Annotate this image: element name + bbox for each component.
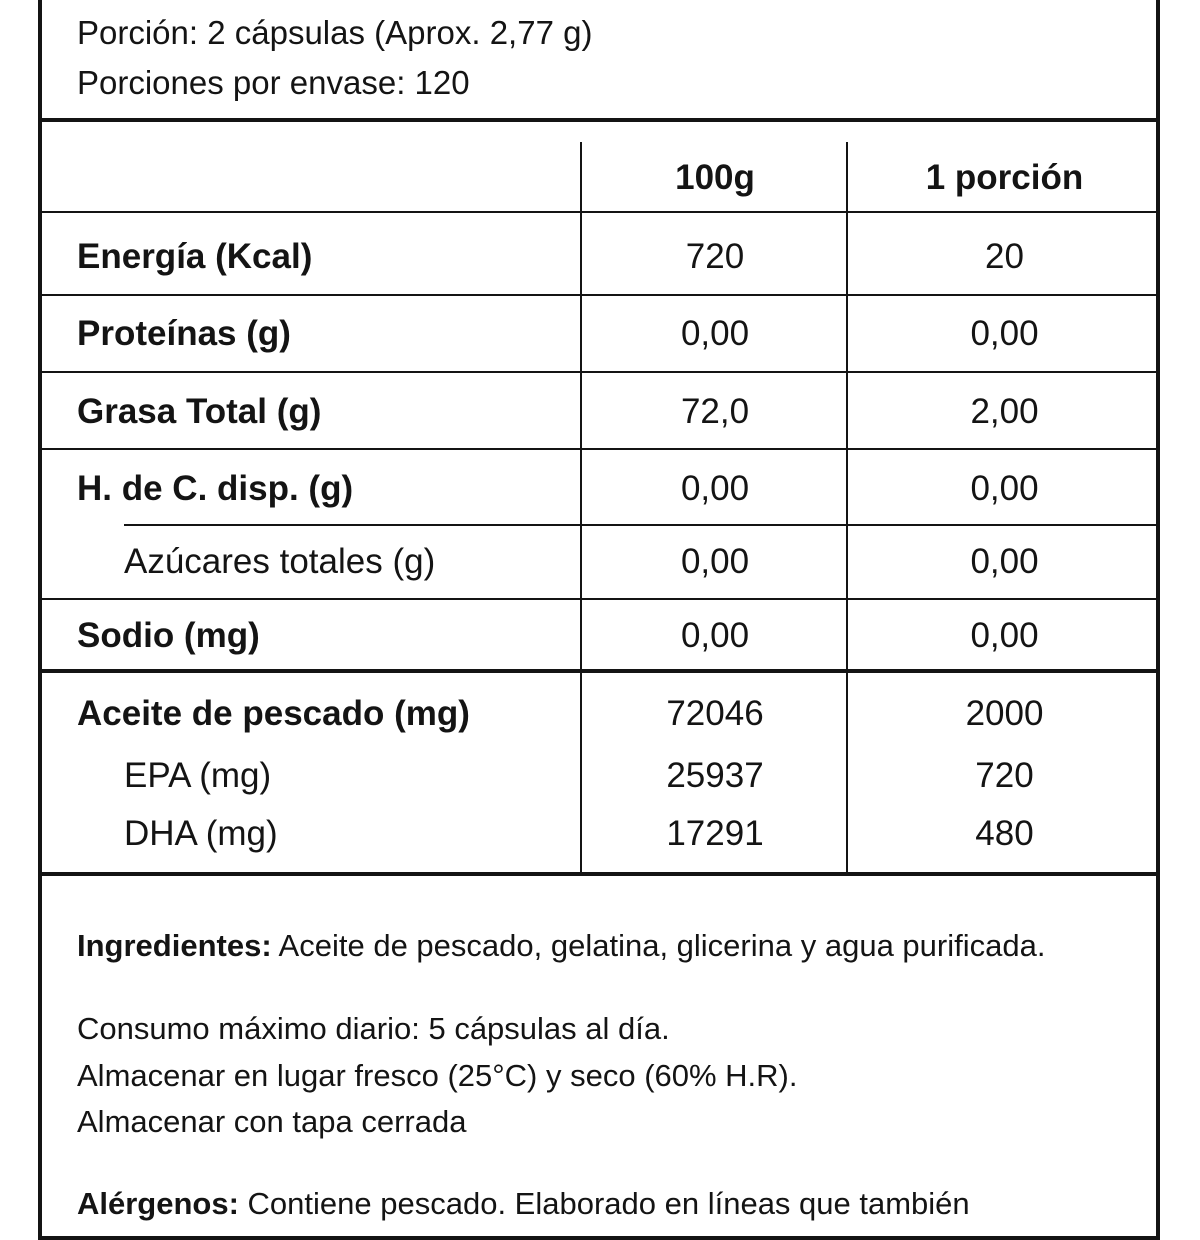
allergens-label: Alérgenos: [77, 1186, 239, 1221]
serving-size: Porción: 2 cápsulas (Aprox. 2,77 g) [77, 14, 593, 51]
row-divider-indented [124, 524, 1156, 526]
row-value-serving: 2000 [965, 694, 1044, 733]
row-value-100g: 0,00 [680, 616, 750, 655]
row-value-serving: 2,00 [970, 392, 1039, 431]
row-name-carbs: H. de C. disp. (g) [77, 469, 354, 508]
row-divider [42, 448, 1156, 450]
row-value-serving: 0,00 [970, 616, 1039, 655]
row-value-100g: 72,0 [680, 392, 750, 431]
row-divider [42, 371, 1156, 373]
note-line: Almacenar con tapa cerrada [77, 1104, 467, 1139]
row-value-100g: 0,00 [680, 314, 750, 353]
row-name-protein: Proteínas (g) [77, 314, 291, 353]
serving-info [42, 4, 1156, 122]
servings-per-container: Porciones por envase: 120 [77, 64, 470, 101]
ingredients-text: Aceite de pescado, gelatina, glicerina y agua purificada. [271, 928, 1046, 963]
row-value-100g: 72046 [666, 694, 764, 733]
column-divider [846, 142, 848, 874]
row-name-sodium: Sodio (mg) [77, 616, 260, 655]
row-name-sugars: Azúcares totales (g) [124, 542, 436, 581]
row-name-energy: Energía (Kcal) [77, 237, 313, 276]
header-100g: 100g [675, 158, 755, 197]
row-value-serving: 0,00 [970, 469, 1039, 508]
row-value-100g: 720 [685, 237, 745, 276]
ingredients [77, 928, 1045, 964]
row-value-100g: 17291 [666, 814, 764, 853]
row-name-fat: Grasa Total (g) [77, 392, 322, 431]
header-per-serving: 1 porción [925, 158, 1084, 197]
row-value-serving: 0,00 [970, 314, 1039, 353]
row-divider [42, 598, 1156, 600]
row-value-serving: 20 [985, 237, 1024, 276]
row-value-serving: 720 [975, 756, 1034, 795]
row-value-100g: 0,00 [680, 542, 750, 581]
row-name-fish-oil: Aceite de pescado (mg) [77, 694, 470, 733]
allergens [77, 1186, 970, 1222]
note-line: Consumo máximo diario: 5 cápsulas al día. [77, 1011, 670, 1046]
row-divider-thick [42, 669, 1156, 673]
row-value-100g: 0,00 [680, 469, 750, 508]
row-name-dha: DHA (mg) [124, 814, 278, 853]
row-divider [42, 211, 1156, 213]
table-bottom-divider [42, 872, 1156, 876]
row-value-serving: 0,00 [970, 542, 1039, 581]
row-divider [42, 294, 1156, 296]
row-value-100g: 25937 [666, 756, 764, 795]
note-line: Almacenar en lugar fresco (25°C) y seco (60% H.R). [77, 1058, 798, 1093]
row-name-epa: EPA (mg) [124, 756, 272, 795]
column-divider [580, 142, 582, 874]
ingredients-label: Ingredientes: [77, 928, 272, 963]
row-value-serving: 480 [975, 814, 1034, 853]
nutrition-label [38, 0, 1160, 1240]
allergens-text: Contiene pescado. Elaborado en líneas que también [238, 1186, 970, 1221]
